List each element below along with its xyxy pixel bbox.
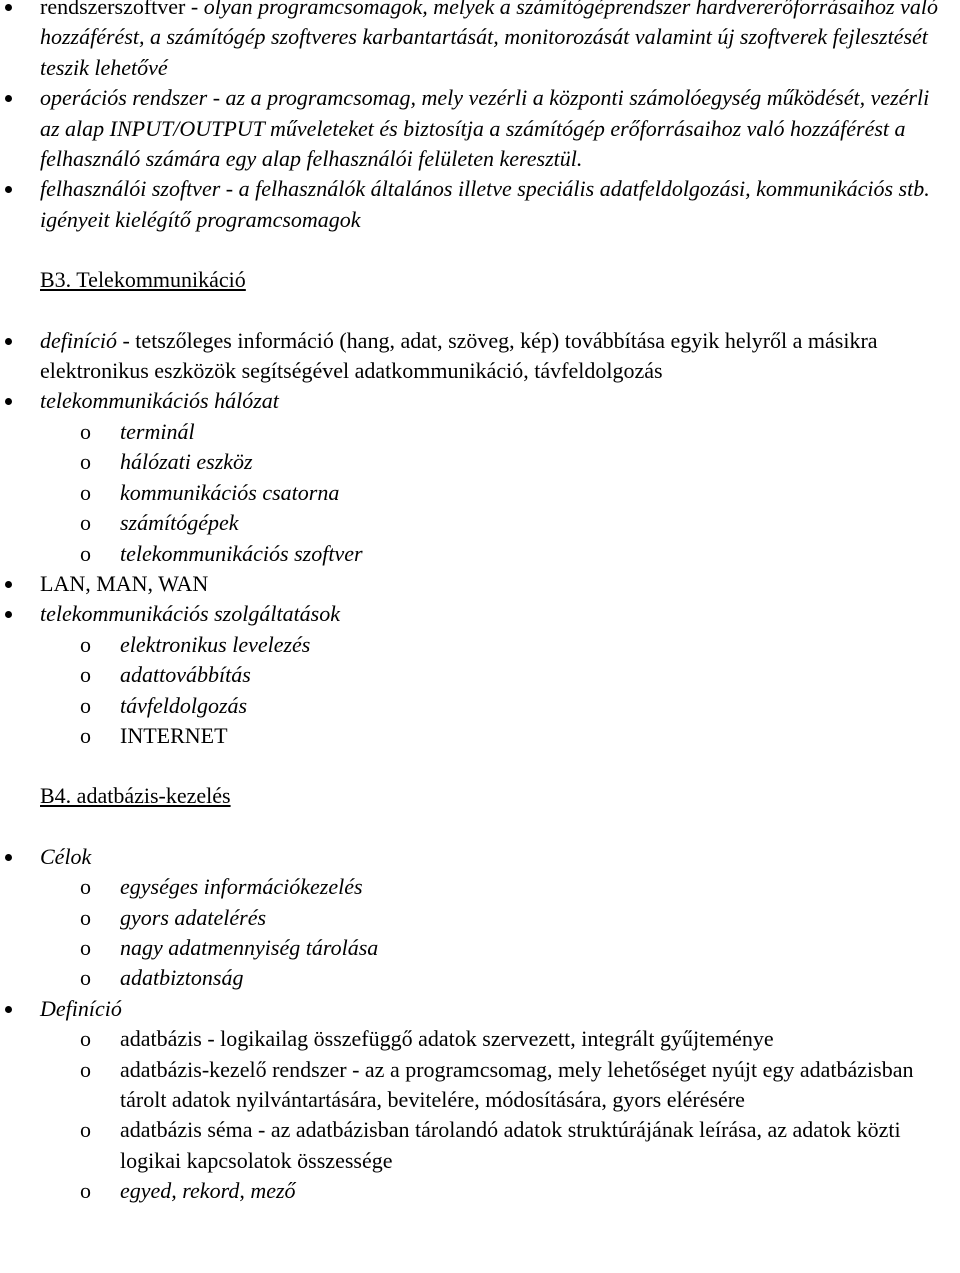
sub-item	[0, 508, 960, 538]
list-item-halozat	[0, 386, 960, 416]
sub-item-text: egységes információkezelés	[120, 874, 363, 900]
sub-item-text: adatbázis-kezelő rendszer - az a programcsomag, mely lehetőséget nyújt egy adatbázisban tárolt adatok nyilvántartására, bevitelére, módosítására, gyors elérésére	[120, 1056, 914, 1112]
sub-bullet-icon: o	[80, 1178, 91, 1204]
bullet-icon	[5, 611, 12, 618]
item-label: Definíció	[40, 995, 122, 1021]
section-heading-b3: B3. Telekommunikáció	[40, 267, 246, 293]
item-text: felhasználói szoftver - a felhasználók általános illetve speciális adatfeldolgozási, kommunikációs stb. igényeit kielégítő programcsomagok	[40, 176, 930, 232]
sub-bullet-icon: o	[80, 904, 91, 930]
sub-bullet-icon: o	[80, 1026, 91, 1052]
sub-bullet-icon: o	[80, 1056, 91, 1082]
sub-item-text: elektronikus levelezés	[120, 631, 311, 657]
sub-item	[0, 1115, 960, 1176]
sub-item	[0, 872, 960, 902]
item-label: telekommunikációs hálózat	[40, 388, 279, 414]
list-item-szolgaltatasok	[0, 599, 960, 629]
bullet-icon	[5, 1006, 12, 1013]
sub-item	[0, 1176, 960, 1206]
item-label: LAN, MAN, WAN	[40, 570, 209, 596]
list-item-definicio	[0, 326, 960, 387]
sub-item-text: számítógépek	[120, 510, 239, 536]
spacer	[0, 235, 960, 265]
item-text: operációs rendszer - az a programcsomag, mely vezérli a központi számolóegység működését, vezérli az alap INPUT/OUTPUT műveleteket és biztosítja a számítógép erőforrásaihoz való hozzáférést a felhasználó számára egy alap felhasználói felületen keresztül.	[40, 85, 930, 172]
sub-bullet-icon: o	[80, 662, 91, 688]
item-label: telekommunikációs szolgáltatások	[40, 601, 341, 627]
spacer	[0, 812, 960, 842]
section-heading-b4: B4. adatbázis-kezelés	[40, 783, 231, 809]
sub-item-text: adatbázis séma - az adatbázisban tárolandó adatok struktúrájának leírása, az adatok közti logikai kapcsolatok összessége	[120, 1117, 901, 1173]
item-label: Célok	[40, 843, 92, 869]
sub-bullet-icon: o	[80, 631, 91, 657]
sub-item	[0, 447, 960, 477]
bullet-icon	[5, 581, 12, 588]
sub-bullet-icon: o	[80, 874, 91, 900]
sub-item	[0, 963, 960, 993]
sub-item-text: adatbiztonság	[120, 965, 244, 991]
sub-item-text: terminál	[120, 418, 195, 444]
sub-item-text: INTERNET	[120, 722, 228, 748]
sub-item	[0, 933, 960, 963]
sub-item-text: egyed, rekord, mező	[120, 1178, 296, 1204]
sub-bullet-icon: o	[80, 418, 91, 444]
sub-item	[0, 660, 960, 690]
bullet-icon	[5, 4, 12, 11]
sub-item	[0, 630, 960, 660]
item-term: definíció	[40, 327, 117, 353]
item-text: - tetszőleges információ (hang, adat, szöveg, kép) továbbítása egyik helyről a másikra elektronikus eszközök segítségével adatkommunikáció, távfeldolgozás	[40, 327, 878, 384]
sub-item	[0, 1024, 960, 1054]
bullet-icon	[5, 186, 12, 193]
sub-bullet-icon: o	[80, 1117, 91, 1143]
bullet-icon	[5, 95, 12, 102]
sub-item	[0, 721, 960, 751]
sub-item-text: telekommunikációs szoftver	[120, 540, 363, 566]
spacer	[0, 296, 960, 326]
sub-bullet-icon: o	[80, 934, 91, 960]
sub-item-text: kommunikációs csatorna	[120, 479, 340, 505]
sub-bullet-icon: o	[80, 692, 91, 718]
sub-item	[0, 903, 960, 933]
sub-bullet-icon: o	[80, 510, 91, 536]
sub-bullet-icon: o	[80, 540, 91, 566]
list-item-rendszerszoftver	[0, 0, 960, 83]
spacer	[0, 751, 960, 781]
sub-item	[0, 1055, 960, 1116]
sub-item-text: adatbázis - logikailag összefüggő adatok szervezett, integrált gyűjteménye	[120, 1026, 774, 1052]
item-text: - olyan programcsomagok, melyek a számítógéprendszer hardvererőforrásaihoz való hozzáférést, a számítógép szoftveres karbantartását, monitorozását valamint új szoftverek fejlesztését teszik lehetővé	[40, 0, 938, 80]
sub-item-text: gyors adatelérés	[120, 904, 267, 930]
list-item-celok	[0, 842, 960, 872]
sub-item	[0, 417, 960, 447]
sub-bullet-icon: o	[80, 479, 91, 505]
bullet-icon	[5, 854, 12, 861]
list-item-operacios-rendszer	[0, 83, 960, 174]
list-item-felhasznaloi-szoftver	[0, 174, 960, 235]
sub-item-text: adattovábbítás	[120, 662, 251, 688]
bullet-icon	[5, 338, 12, 345]
sub-item-text: távfeldolgozás	[120, 692, 248, 718]
item-label: rendszerszoftver	[40, 0, 186, 19]
sub-bullet-icon: o	[80, 722, 91, 748]
sub-bullet-icon: o	[80, 449, 91, 475]
bullet-icon	[5, 398, 12, 405]
sub-item	[0, 691, 960, 721]
list-item-lan-man-wan	[0, 569, 960, 599]
sub-item	[0, 478, 960, 508]
sub-item	[0, 539, 960, 569]
sub-item-text: hálózati eszköz	[120, 449, 253, 475]
sub-bullet-icon: o	[80, 965, 91, 991]
sub-item-text: nagy adatmennyiség tárolása	[120, 934, 379, 960]
list-item-definicio-b4	[0, 994, 960, 1024]
